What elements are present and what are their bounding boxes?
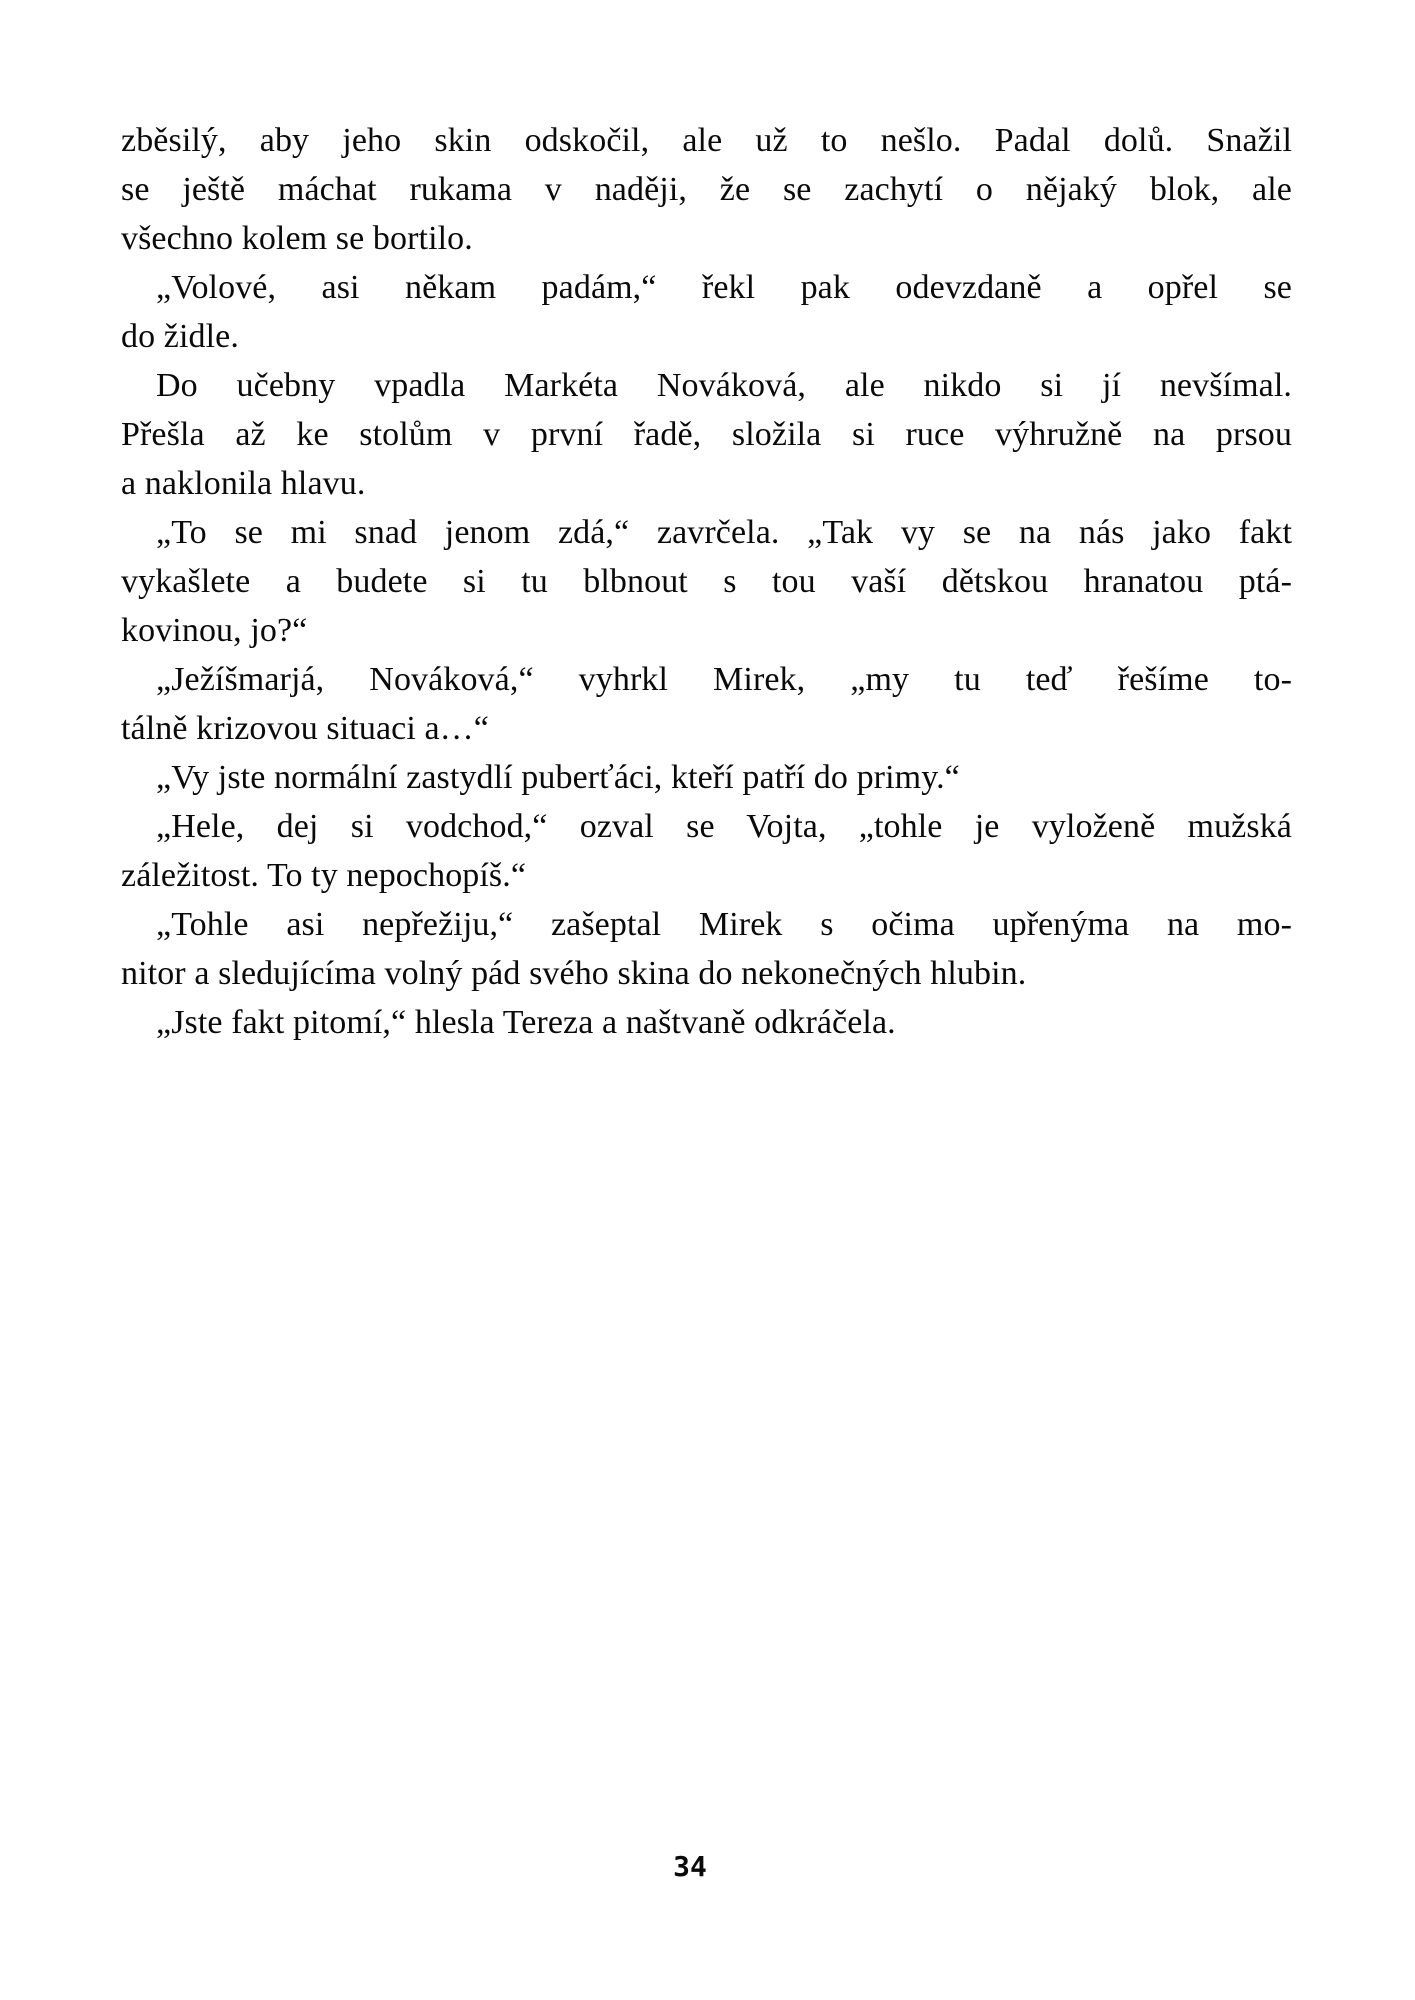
text-line: nitor a sledujícíma volný pád svého skina do nekonečných hlubin. [121, 955, 1027, 992]
text-line: „Ježíšmarjá, Nováková,“ vyhrkl Mirek, „my tu teď řešíme to- [156, 661, 1292, 698]
text-line: „Vy jste normální zastydlí puberťáci, kteří patří do primy.“ [156, 759, 960, 796]
text-line: „Hele, dej si vodchod,“ ozval se Vojta, „tohle je vyloženě mužská [156, 808, 1292, 845]
text-line: tálně krizovou situaci a…“ [121, 710, 489, 747]
text-line: kovinou, jo?“ [121, 612, 308, 649]
page-number: 34 [673, 1850, 707, 1883]
text-line: vykašlete a budete si tu blbnout s tou vaší dětskou hranatou ptá- [121, 563, 1292, 600]
text-line: Do učebny vpadla Markéta Nováková, ale nikdo si jí nevšímal. [156, 367, 1292, 404]
text-line: do židle. [121, 318, 239, 355]
text-line: se ještě máchat rukama v naději, že se zachytí o nějaký blok, ale [121, 171, 1292, 208]
text-line: všechno kolem se bortilo. [121, 220, 473, 257]
text-line: „Jste fakt pitomí,“ hlesla Tereza a naštvaně odkráčela. [156, 1004, 896, 1041]
text-line: „Tohle asi nepřežiju,“ zašeptal Mirek s očima upřenýma na mo- [156, 906, 1292, 943]
text-line: zběsilý, aby jeho skin odskočil, ale už to nešlo. Padal dolů. Snažil [121, 122, 1292, 159]
text-line: Přešla až ke stolům v první řadě, složila si ruce výhružně na prsou [121, 416, 1292, 453]
text-line: a naklonila hlavu. [121, 465, 366, 502]
text-line: „Volové, asi někam padám,“ řekl pak odevzdaně a opřel se [156, 269, 1292, 306]
text-line: záležitost. To ty nepochopíš.“ [121, 857, 527, 894]
page-text [121, 116, 1292, 1047]
text-line: „To se mi snad jenom zdá,“ zavrčela. „Tak vy se na nás jako fakt [156, 514, 1292, 551]
